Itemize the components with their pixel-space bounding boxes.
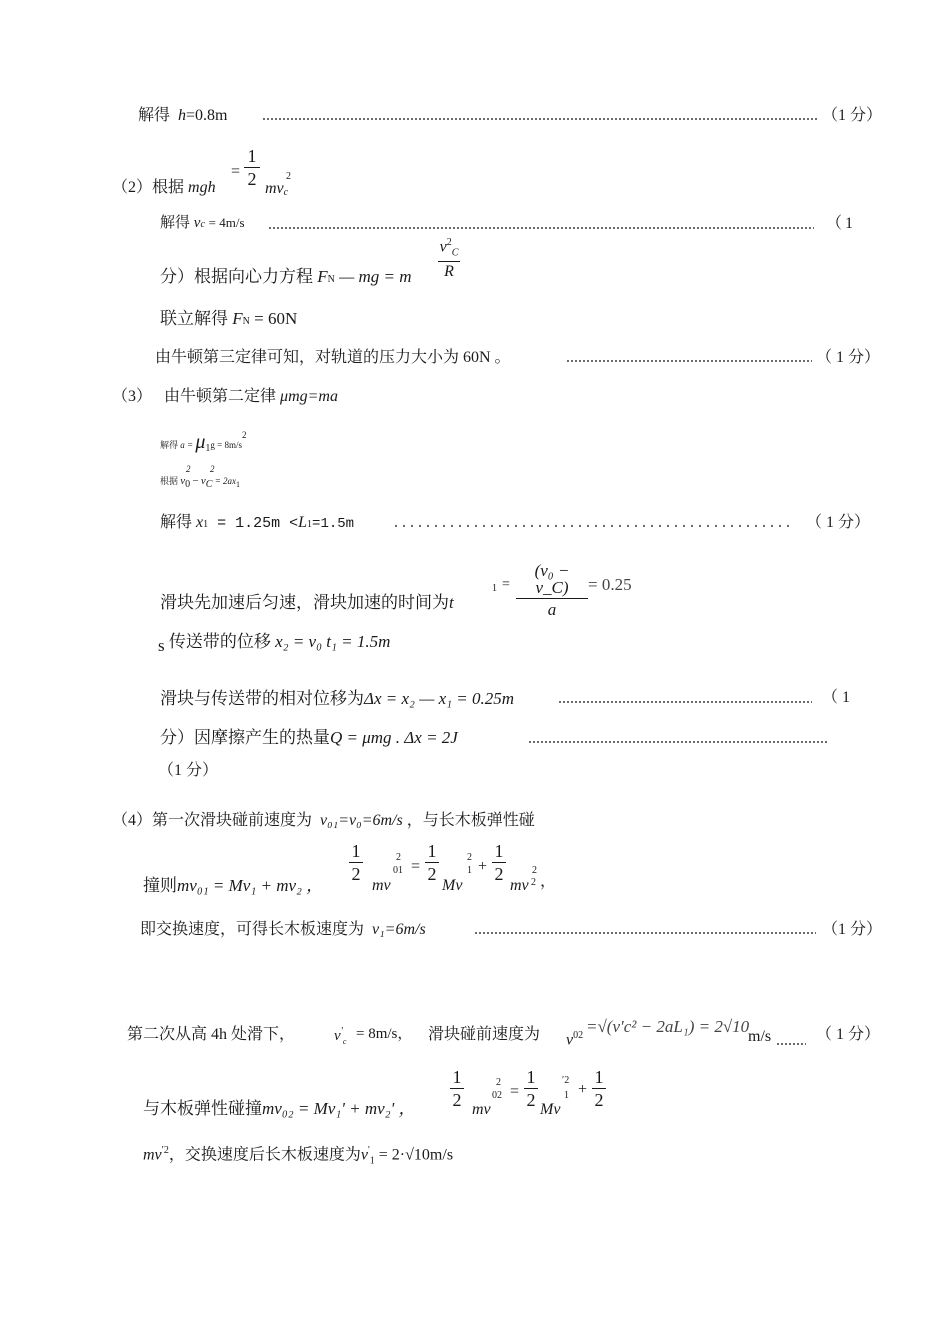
square-exponent: 2: [446, 237, 452, 248]
Mv-symbol: Mv: [442, 877, 463, 894]
v0-square: 2: [186, 464, 191, 474]
seconds-unit: s: [158, 636, 165, 655]
line-FN: [160, 310, 297, 327]
fraction-denominator: a: [547, 600, 557, 619]
belt-equation: x₂ = v₀ t₁ = 1.5m: [275, 632, 391, 651]
leader-dots: [474, 931, 816, 935]
velocity-unit: m/s: [429, 1146, 454, 1164]
var-v: v: [334, 1028, 341, 1044]
solve-label: 解得: [160, 514, 193, 531]
v02-index: 02: [573, 1030, 584, 1041]
var-v: v: [566, 1031, 574, 1049]
mv-symbol: mv: [265, 180, 284, 197]
square-exponent: 2: [286, 171, 291, 182]
line-solve-h: [138, 108, 227, 124]
score-mark: （ 1 分）: [816, 349, 881, 366]
vC-square: 2: [210, 464, 215, 474]
comma: ，: [540, 873, 557, 890]
line-second-collision: [143, 1100, 415, 1117]
fraction-numerator: 1: [526, 1067, 536, 1087]
fraction-half: [524, 1068, 538, 1109]
kinematics-rhs: = 2ax: [214, 476, 237, 486]
part-4-label: （4）第一次滑块碰前速度为: [112, 812, 313, 829]
acceleration-value: g = 8m/s: [210, 440, 242, 450]
fraction-numerator: 1: [494, 841, 504, 861]
line-exchange: [140, 922, 426, 938]
v0-subscript: 0: [185, 478, 191, 490]
second-law-label: 由牛顿第二定律: [164, 388, 277, 405]
heat-equation: Q = μmg . Δx = 2J: [330, 728, 458, 747]
second-slide-label: 第二次从高 4h 处滑下，: [127, 1026, 296, 1043]
time-result: = 0.25: [588, 575, 632, 594]
score-number: 1: [845, 215, 853, 232]
score-number: 1: [842, 689, 850, 706]
equals-sign: =: [231, 163, 241, 180]
centripetal-label: 分）根据向心力方程: [160, 267, 313, 286]
based-on-label: 根据: [160, 476, 179, 486]
heat-label: 分）因摩擦产生的热量: [160, 728, 330, 747]
c-subscript: c: [200, 219, 205, 230]
var-v: v: [360, 1146, 368, 1164]
mv-symbol: mv: [472, 1101, 491, 1118]
prime-mark: ': [367, 1145, 370, 1156]
score-mark: （ 1 分）: [816, 1026, 881, 1043]
part-4-tail: ，与长木板弹性碰: [406, 812, 535, 829]
prime-mark: ': [340, 1026, 343, 1037]
var-v: v: [439, 238, 447, 256]
mu-subscript: 1: [205, 442, 211, 454]
fraction-bar: [244, 167, 260, 168]
fraction-bar: [349, 862, 363, 863]
fraction-half: [244, 147, 260, 188]
newton-equation: μmg=ma: [280, 388, 338, 405]
line-final-velocity: [143, 1146, 453, 1167]
mu-symbol: μ: [195, 431, 206, 453]
fraction-half: [425, 842, 439, 883]
line-second-slide: [127, 1027, 295, 1043]
var-t: t: [449, 593, 454, 612]
line-vc: [160, 216, 245, 231]
var-x: x: [196, 514, 204, 531]
leader-dots: [566, 359, 812, 363]
square-exponent: 2: [496, 1077, 501, 1088]
minus-sign: −: [192, 475, 199, 487]
pre-collision-label: 滑块碰前速度为: [428, 1026, 541, 1043]
line-kinematics: [160, 476, 240, 490]
fraction-denominator: 2: [452, 1090, 462, 1110]
fraction-denominator: 2: [494, 864, 504, 884]
part-2-label: （2）根据: [112, 179, 185, 196]
N-subscript: N: [327, 274, 335, 285]
exchange-label: 即交换速度，可得长木板速度为: [140, 921, 365, 938]
line-centripetal: [160, 268, 412, 285]
fraction-bar: [492, 862, 506, 863]
v0-symbol: v: [180, 475, 186, 487]
c-subscript: c: [342, 1037, 347, 1046]
fraction-denominator: 2: [594, 1090, 604, 1110]
sqrt-expression: =√(v′c² − 2aL₁) = 2√10: [586, 1017, 750, 1036]
score-mark: （1 分）: [158, 762, 219, 779]
var-L: L: [298, 514, 308, 531]
fraction-numerator: [438, 238, 460, 259]
leader-dots: [262, 117, 818, 121]
line-x1: [160, 515, 354, 531]
var-a: a =: [180, 440, 194, 450]
fraction-denominator: R: [444, 262, 454, 280]
t-subscript: 1: [492, 583, 497, 594]
square-exponent: 2: [532, 865, 537, 876]
plus-sign: +: [578, 1081, 588, 1098]
line-part-3: [112, 389, 338, 405]
vC-symbol: v: [200, 475, 206, 487]
fraction-half: [592, 1068, 606, 1109]
vc-prime: [334, 1027, 346, 1046]
v02-subscript: 02: [492, 1090, 502, 1101]
relative-equation: Δx = x₂ — x₁ = 0.25m: [364, 689, 515, 708]
vc-value: = 8m/s，: [356, 1026, 413, 1042]
var-h: h: [178, 107, 187, 124]
equals-sign: =: [411, 858, 421, 875]
prime-square-exponent: ′2: [161, 1145, 169, 1156]
line-belt-displacement: [158, 632, 391, 655]
fraction-bar: [425, 862, 439, 863]
fraction-time: [516, 562, 588, 618]
score-open: （: [826, 215, 843, 232]
fraction-denominator: 2: [351, 864, 361, 884]
v1-subscript: 1: [369, 1155, 375, 1167]
solve-label: 解得: [138, 107, 171, 124]
fraction-numerator: 1: [351, 841, 361, 861]
fraction-bar: [450, 1088, 464, 1089]
momentum-equation: mv₀₂ = Mv₁' + mv₂' ，: [262, 1099, 416, 1118]
v2-subscript: 2: [531, 877, 536, 888]
h-value: =0.8m: [186, 107, 228, 124]
fraction-half: [450, 1068, 464, 1109]
mgh-term: mgh: [188, 179, 216, 196]
square-exponent: 2: [396, 852, 401, 863]
fraction-numerator: (v₀ − v_C): [534, 561, 570, 597]
leader-dots: [776, 1042, 806, 1046]
var-v: v: [193, 215, 201, 231]
velocity-unit: m/s: [748, 1028, 772, 1045]
fraction-half: [492, 842, 506, 883]
collision-label: 撞则: [143, 876, 177, 895]
line-momentum-1: [143, 877, 323, 894]
fraction-denominator: 2: [526, 1090, 536, 1110]
C-subscript: C: [451, 247, 459, 259]
solve-label: 解得: [160, 215, 191, 231]
v1-subscript: 1: [467, 865, 472, 876]
vC-subscript: C: [205, 478, 213, 490]
L1-value: =1.5m: [312, 516, 355, 532]
v01-subscript: 01: [393, 865, 403, 876]
final-velocity-value: = 2·√10: [378, 1146, 430, 1164]
score-open: （: [822, 689, 839, 706]
momentum-equation: mv₀₁ = Mv₁ + mv₂ ，: [177, 876, 324, 895]
v1-subscript: 1: [564, 1090, 569, 1101]
x-subscript: 1: [236, 479, 241, 489]
elastic-label: 与木板弹性碰撞: [143, 1099, 262, 1118]
fraction-denominator: 2: [247, 169, 257, 189]
vc-value: = 4m/s: [208, 215, 245, 230]
combined-solve-label: 联立解得: [160, 309, 228, 328]
leader-dots: [268, 226, 814, 230]
line-third-law: 由牛顿第三定律可知，对轨道的压力大小为 60N 。: [155, 349, 511, 366]
relative-label: 滑块与传送带的相对位移为: [160, 689, 364, 708]
mv-term: [265, 181, 288, 197]
N-subscript: N: [242, 316, 250, 327]
mv-symbol: mv: [372, 877, 391, 894]
fraction-numerator: 1: [594, 1067, 604, 1087]
line-energy: [112, 180, 216, 196]
fraction-denominator: 2: [427, 864, 437, 884]
Mv-symbol: Mv: [540, 1101, 561, 1118]
fraction-bar: [516, 598, 588, 599]
line-relative-displacement: [160, 690, 514, 707]
square-exponent: 2: [467, 852, 472, 863]
belt-label: 传送带的位移: [168, 632, 271, 651]
x-subscript: 1: [203, 519, 209, 530]
mv-symbol: mv: [143, 1146, 162, 1164]
fraction-numerator: 1: [452, 1067, 462, 1087]
final-velocity-label: ，交换速度后长木板速度为: [168, 1146, 361, 1164]
line-acceleration: [160, 432, 246, 454]
FN-value: = 60N: [254, 309, 298, 328]
fraction-bar: [438, 261, 460, 262]
line-time: [160, 594, 454, 611]
line-heat: [160, 729, 458, 746]
v1-value: v₁=6m/s: [372, 921, 426, 938]
square-exponent: 2: [241, 430, 247, 440]
force-F: F: [317, 267, 328, 286]
fraction-v-over-R: [438, 238, 460, 280]
plus-sign: +: [478, 858, 488, 875]
time-label: 滑块先加速后匀速，滑块加速的时间为: [160, 593, 449, 612]
solve-label: 解得: [160, 440, 179, 450]
x1-comparison: = 1.25m <: [208, 515, 299, 532]
force-F: F: [232, 309, 243, 328]
leader-dots: [558, 700, 812, 704]
line-part-4: [112, 813, 535, 829]
leader-dots: [392, 524, 790, 528]
mv-symbol: mv: [510, 877, 529, 894]
score-mark: （1 分）: [822, 107, 883, 124]
v02-symbol: [566, 1031, 583, 1048]
prime-square-exponent: ′2: [562, 1075, 570, 1086]
leader-dots: [528, 740, 828, 744]
score-mark: （1 分）: [822, 921, 883, 938]
fraction-numerator: 1: [427, 841, 437, 861]
c-subscript: c: [283, 187, 289, 198]
equals-sign: =: [502, 577, 510, 592]
v01-value: v₀₁=v₀=6m/s: [320, 812, 403, 829]
L-subscript: 1: [307, 519, 313, 530]
fraction-half: [349, 842, 363, 883]
equation-rest: — mg = m: [339, 267, 412, 286]
equals-sign: =: [510, 1083, 520, 1100]
fraction-bar: [592, 1088, 606, 1089]
score-mark: （ 1 分）: [806, 514, 871, 531]
fraction-numerator: 1: [247, 146, 257, 166]
fraction-bar: [524, 1088, 538, 1089]
part-3-label: （3）: [112, 388, 153, 405]
